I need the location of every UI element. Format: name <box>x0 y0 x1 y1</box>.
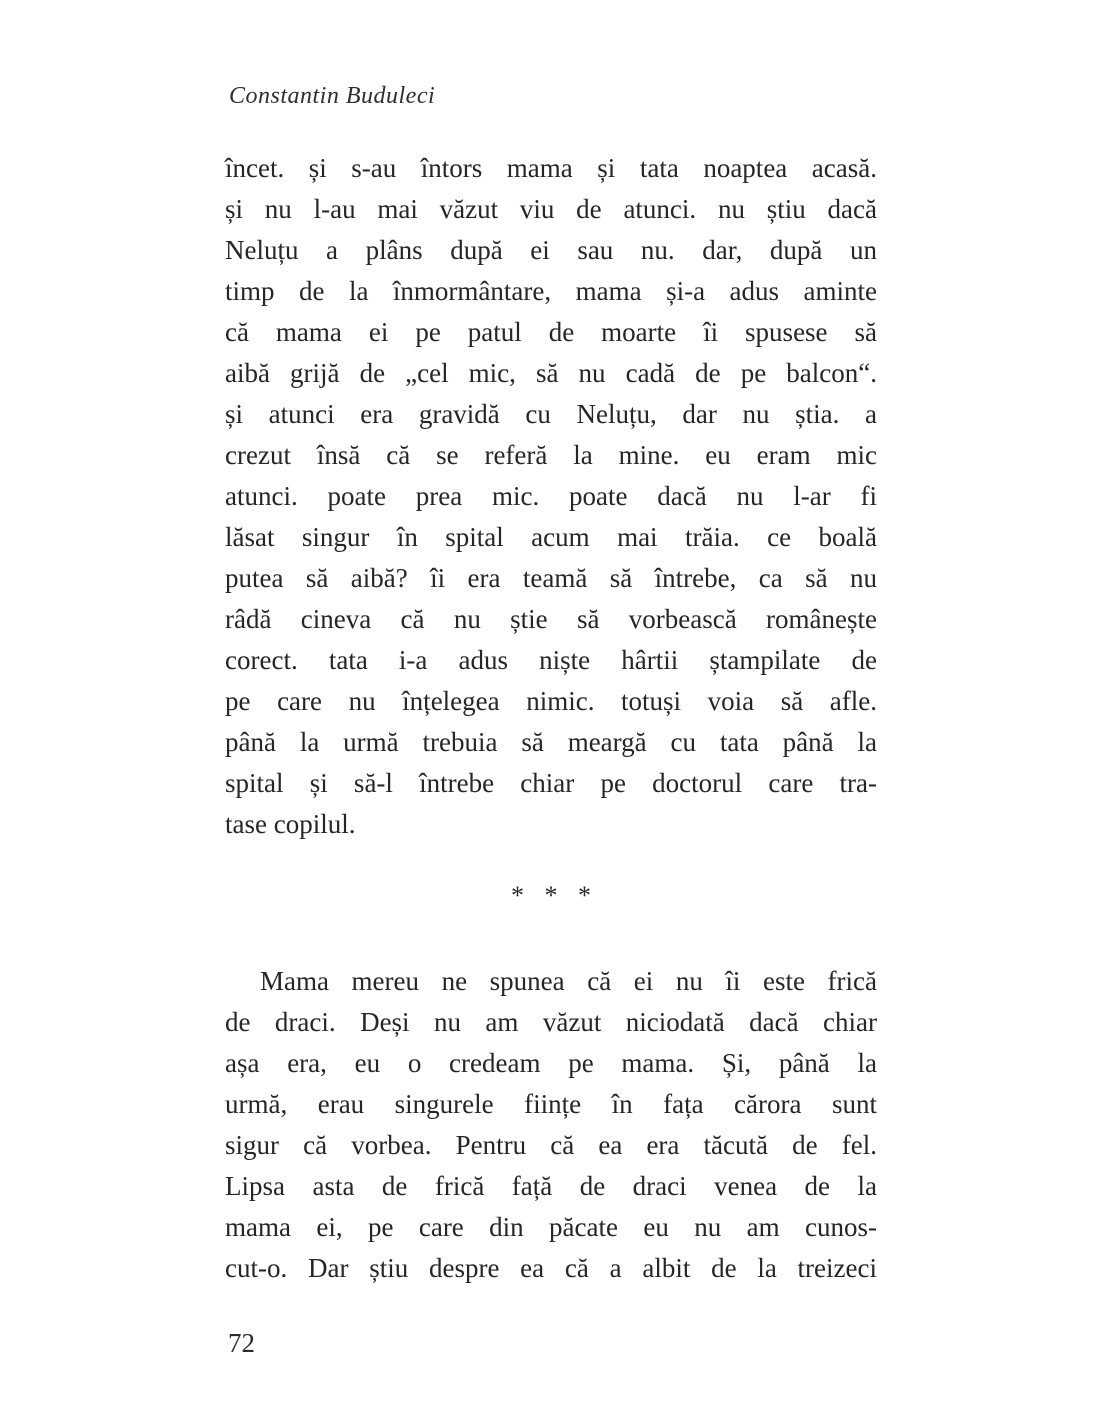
text-line: încet. și s-au întors mama și tata noaptea acasă. <box>225 153 877 183</box>
text-line: putea să aibă? îi era teamă să întrebe, ca să nu <box>225 563 877 593</box>
text-line: și nu l-au mai văzut viu de atunci. nu știu dacă <box>225 194 877 224</box>
text-line: sigur că vorbea. Pentru că ea era tăcută de fel. <box>225 1130 877 1160</box>
text-line: Mama mereu ne spunea că ei nu îi este frică <box>260 966 877 996</box>
text-line: că mama ei pe patul de moarte îi spusese să <box>225 317 877 347</box>
text-line: urmă, erau singurele ființe în fața cărora sunt <box>225 1089 877 1119</box>
text-line: cut-o. Dar știu despre ea că a albit de la treizeci <box>225 1253 877 1283</box>
running-header-author: Constantin Buduleci <box>229 83 436 109</box>
text-line: Neluțu a plâns după ei sau nu. dar, după un <box>225 235 877 265</box>
text-line: Lipsa asta de frică față de draci venea de la <box>225 1171 877 1201</box>
paragraph <box>225 961 877 1289</box>
text-line: tase copilul. <box>225 809 356 839</box>
text-line: atunci. poate prea mic. poate dacă nu l-ar fi <box>225 481 877 511</box>
text-line: până la urmă trebuia să meargă cu tata până la <box>225 727 877 757</box>
text-line: spital și să-l întrebe chiar pe doctorul care tra- <box>225 768 877 798</box>
text-line: și atunci era gravidă cu Neluțu, dar nu știa. a <box>225 399 877 429</box>
section-separator: * * * <box>511 881 591 910</box>
text-line: aibă grijă de „cel mic, să nu cadă de pe balcon“. <box>225 358 877 388</box>
text-line: timp de la înmormântare, mama și-a adus aminte <box>225 276 877 306</box>
text-line: lăsat singur în spital acum mai trăia. ce boală <box>225 522 877 552</box>
text-line: așa era, eu o credeam pe mama. Și, până la <box>225 1048 877 1078</box>
page-number: 72 <box>228 1328 255 1358</box>
text-line: râdă cineva că nu știe să vorbească românește <box>225 604 877 634</box>
text-line: de draci. Deși nu am văzut niciodată dacă chiar <box>225 1007 877 1037</box>
text-line: crezut însă că se referă la mine. eu eram mic <box>225 440 877 470</box>
text-line: pe care nu înțelegea nimic. totuși voia să afle. <box>225 686 877 716</box>
text-line: corect. tata i-a adus niște hârtii ștampilate de <box>225 645 877 675</box>
text-line: mama ei, pe care din păcate eu nu am cunos- <box>225 1212 877 1242</box>
paragraph <box>225 148 877 845</box>
text-block <box>225 148 877 1289</box>
